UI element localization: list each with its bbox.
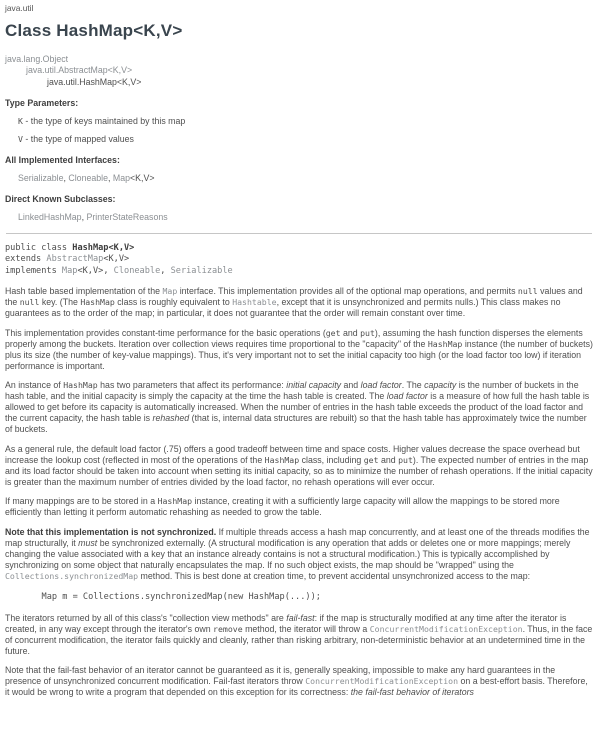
- link[interactable]: Serializable: [18, 172, 64, 183]
- italic-text: fail-fast: [286, 612, 315, 623]
- inline-code: V: [18, 133, 23, 144]
- inheritance-current-class: java.util.HashMap<K,V>: [47, 76, 142, 87]
- section-label: Type Parameters:: [5, 97, 79, 108]
- italic-text: load factor: [386, 391, 428, 402]
- description-paragraph: The iterators returned by all of this class's "collection view methods" are fail-fast: if the map is structurally modified at any time after the iterator is created, in any way except through the iterator's own remove method, the iterator will throw a ConcurrentModificationException. Thus, in the face of concurrent modification, the iterator fails quickly and cleanly, rather than risking arbitrary, non-deterministic behavior at an undetermined time in the future.: [5, 612, 593, 656]
- link[interactable]: LinkedHashMap: [18, 211, 82, 222]
- link[interactable]: AbstractMap: [46, 254, 104, 265]
- inline-code: remove: [213, 623, 243, 634]
- inheritance-tree: [5, 54, 593, 88]
- inline-code: null: [517, 286, 538, 297]
- description-paragraph: This implementation provides constant-time performance for the basic operations (get and put), assuming the hash function disperses the elements properly among the buckets. Iteration over collection views requires time proportional to the "capacity" of the HashMap instance (the number of buckets) plus its size (the number of key-value mappings). Thus, it's very important not to set the initial capacity too high (or the load factor too low) if iteration performance is important.: [5, 327, 593, 371]
- link[interactable]: Cloneable: [68, 172, 108, 183]
- inline-code: HashMap: [427, 338, 463, 349]
- section-label: Direct Known Subclasses:: [5, 193, 116, 204]
- header: [5, 3, 593, 41]
- inline-code: get: [363, 454, 379, 465]
- italic-text: the fail-fast behavior of iterators: [350, 687, 474, 698]
- description-paragraph: Note that the fail-fast behavior of an iterator cannot be guaranteed as it is, generally speaking, impossible to make any hard guarantees in the presence of unsynchronized concurrent modification. Fail-fast iterators throw ConcurrentModificationException on a best-effort basis. Therefore, it would be wrong to write a program that depended on this exception for its correctness: the fail-fast behavior of iterators: [5, 665, 588, 698]
- inline-code: put: [398, 454, 413, 465]
- section-label: All Implemented Interfaces:: [5, 154, 120, 165]
- class-description: [5, 286, 593, 698]
- page-title: Class HashMap<K,V>: [5, 21, 183, 40]
- description-paragraph: Hash table based implementation of the Map interface. This implementation provides all of the optional map operations, and permits null values and the null key. (The HashMap class is roughly equivalent to Hashtable, except that it is unsynchronized and permits nulls.) This class makes no guarantees as to the order of the map; in particular, it does not guarantee that the order will remain constant over time.: [5, 286, 583, 319]
- inheritance-link[interactable]: java.util.AbstractMap<K,V>: [26, 65, 133, 76]
- code-link[interactable]: ConcurrentModificationException: [369, 623, 523, 634]
- link[interactable]: Serializable: [170, 265, 233, 276]
- inline-code: HashMap: [264, 454, 300, 465]
- description-paragraph: As a general rule, the default load factor (.75) offers a good tradeoff between time and space costs. Higher values decrease the space overhead but increase the lookup cost (reflected in most of the operations of the HashMap class, including get and put). The expected number of entries in the map and its load factor should be taken into account when setting its initial capacity, so as to minimize the number of rehash operations. If the initial capacity is greater than the maximum number of entries divided by the load factor, no rehash operations will ever occur.: [5, 443, 593, 487]
- description-paragraph: Note that this implementation is not synchronized. If multiple threads access a hash map concurrently, and at least one of the threads modifies the map structurally, it must be synchronized externally. (A structural modification is any operation that adds or deletes one or more mappings; merely changing the value associated with a key that an instance already contains is not a structural modification.) This is typically accomplished by synchronizing on some object that naturally encapsulates the map. If no such object exists, the map should be "wrapped" using the Collections.synchronizedMap method. This is best done at creation time, to prevent accidental unsynchronized access to the map:: [5, 526, 590, 581]
- section-divider: [6, 233, 592, 234]
- section-item: LinkedHashMap, PrinterStateReasons: [18, 211, 168, 222]
- section-item: K - the type of keys maintained by this map: [18, 115, 186, 126]
- italic-text: load factor: [360, 380, 402, 391]
- inline-code: HashMap: [63, 380, 98, 391]
- inline-code: null: [19, 297, 40, 308]
- italic-text: rehashed: [152, 413, 190, 424]
- bold-text: Note that this implementation is not synchronized.: [5, 526, 217, 537]
- code-link[interactable]: Map: [162, 286, 178, 297]
- bold-text: HashMap<K,V>: [72, 242, 135, 253]
- section-item: V - the type of mapped values: [18, 133, 134, 144]
- italic-text: capacity: [424, 380, 457, 391]
- link[interactable]: Map: [61, 265, 78, 276]
- inline-code: put: [360, 327, 375, 338]
- link[interactable]: PrinterStateReasons: [86, 211, 168, 222]
- inheritance-link[interactable]: java.lang.Object: [5, 54, 69, 64]
- description-paragraph: An instance of HashMap has two parameters that affect its performance: initial capacity and load factor. The capacity is the number of buckets in the hash table, and the initial capacity is simply the capacity at the time the hash table is created. The load factor is a measure of how full the hash table is allowed to get before its capacity is automatically increased. When the number of entries in the hash table exceeds the product of the load factor and the current capacity, the hash table is rehashed (that is, internal data structures are rebuilt) so that the hash table has approximately twice the number of buckets.: [5, 380, 590, 435]
- link[interactable]: Cloneable: [113, 265, 161, 276]
- inline-code: K: [18, 115, 23, 126]
- italic-text: initial capacity: [286, 380, 342, 391]
- package-name: java.util: [5, 3, 34, 13]
- inline-code: HashMap: [157, 496, 193, 507]
- class-signature: public class HashMap<K,V> extends AbstractMap<K,V> implements Map<K,V>, Cloneable, Serializable: [5, 242, 233, 276]
- code-sample: Map m = Collections.synchronizedMap(new HashMap(...));: [26, 591, 321, 602]
- code-link[interactable]: Hashtable: [232, 297, 277, 308]
- section-item: Serializable, Cloneable, Map<K,V>: [18, 172, 155, 183]
- link[interactable]: Map: [112, 172, 131, 183]
- inline-code: HashMap: [80, 297, 115, 308]
- code-link[interactable]: ConcurrentModificationException: [305, 676, 459, 687]
- code-link[interactable]: Collections.synchronizedMap: [5, 570, 139, 581]
- italic-text: must: [78, 537, 98, 548]
- description-paragraph: If many mappings are to be stored in a HashMap instance, creating it with a sufficiently large capacity will allow the mappings to be stored more efficiently than letting it perform automatic rehashing as needed to grow the table.: [5, 496, 560, 518]
- class-info-list: [5, 98, 593, 223]
- inline-code: get: [325, 327, 341, 338]
